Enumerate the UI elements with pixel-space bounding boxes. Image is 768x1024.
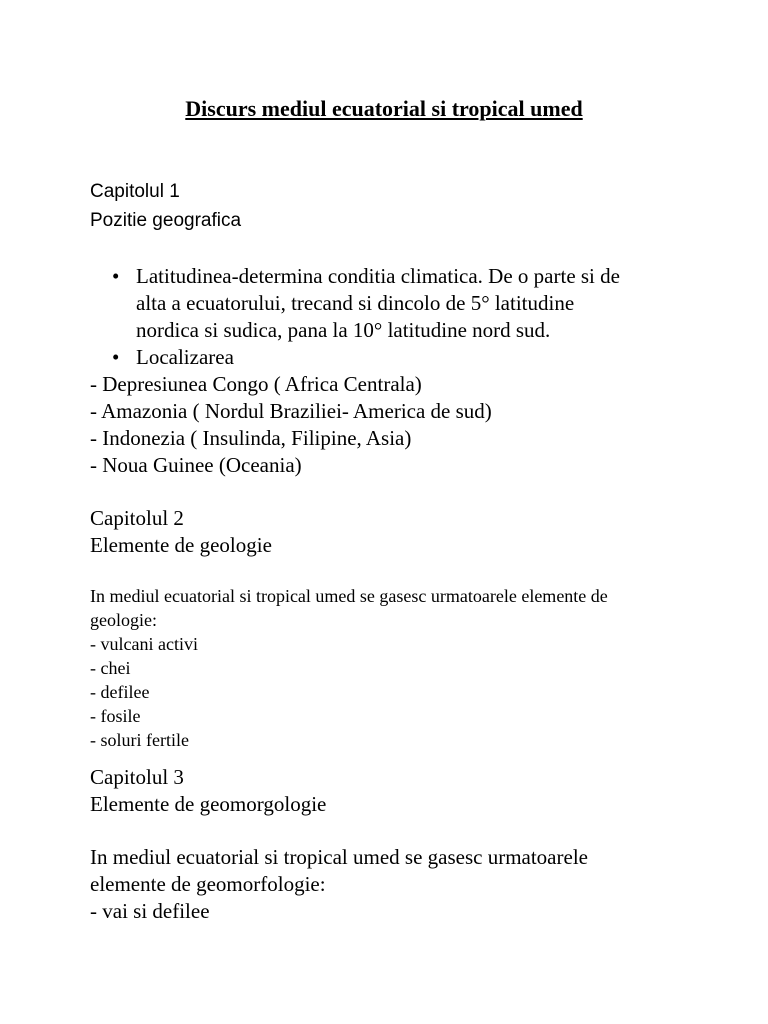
bullet-item [90,263,690,344]
list-item: - Indonezia ( Insulinda, Filipine, Asia) [90,426,412,450]
chapter3-body [90,844,690,925]
paragraph-line: geologie: [90,610,157,630]
paragraph-line: elemente de geomorfologie: [90,872,326,896]
list-item: - fosile [90,706,141,726]
list-item: - Depresiunea Congo ( Africa Centrala) [90,372,422,396]
bullet-line: nordica si sudica, pana la 10° latitudine nord sud. [136,318,551,342]
document-title: Discurs mediul ecuatorial si tropical umed [185,96,583,121]
chapter3-subheading: Elemente de geomorgologie [90,792,327,816]
chapter1-header [90,177,690,235]
list-item: - soluri fertile [90,730,189,750]
chapter1-subheading: Pozitie geografica [90,210,242,231]
list-item: - chei [90,658,131,678]
list-item: - vai si defilee [90,899,210,923]
list-item: - Noua Guinee (Oceania) [90,453,302,477]
bullet-icon: • [112,345,120,369]
chapter2-header [90,505,690,559]
list-item: - Amazonia ( Nordul Braziliei- America de sud) [90,399,492,423]
bullet-line: Localizarea [136,345,234,369]
list-item: - defilee [90,682,150,702]
chapter3-heading: Capitolul 3 [90,765,184,789]
chapter1-bullet-list [90,263,690,371]
bullet-line: alta a ecuatorului, trecand si dincolo de 5° latitudine [136,291,575,315]
bullet-line: Latitudinea-determina conditia climatica. De o parte si de [136,264,620,288]
bullet-icon: • [112,264,120,288]
paragraph-line: In mediul ecuatorial si tropical umed se gasesc urmatoarele [90,845,588,869]
paragraph-line: In mediul ecuatorial si tropical umed se gasesc urmatoarele elemente de [90,586,608,606]
chapter2-heading: Capitolul 2 [90,506,184,530]
chapter1-locations-list [90,371,690,479]
chapter1-heading: Capitolul 1 [90,181,180,202]
chapter2-subheading: Elemente de geologie [90,533,272,557]
chapter2-body [90,584,690,752]
list-item: - vulcani activi [90,634,198,654]
chapter3-header [90,764,690,818]
bullet-item [90,344,690,371]
